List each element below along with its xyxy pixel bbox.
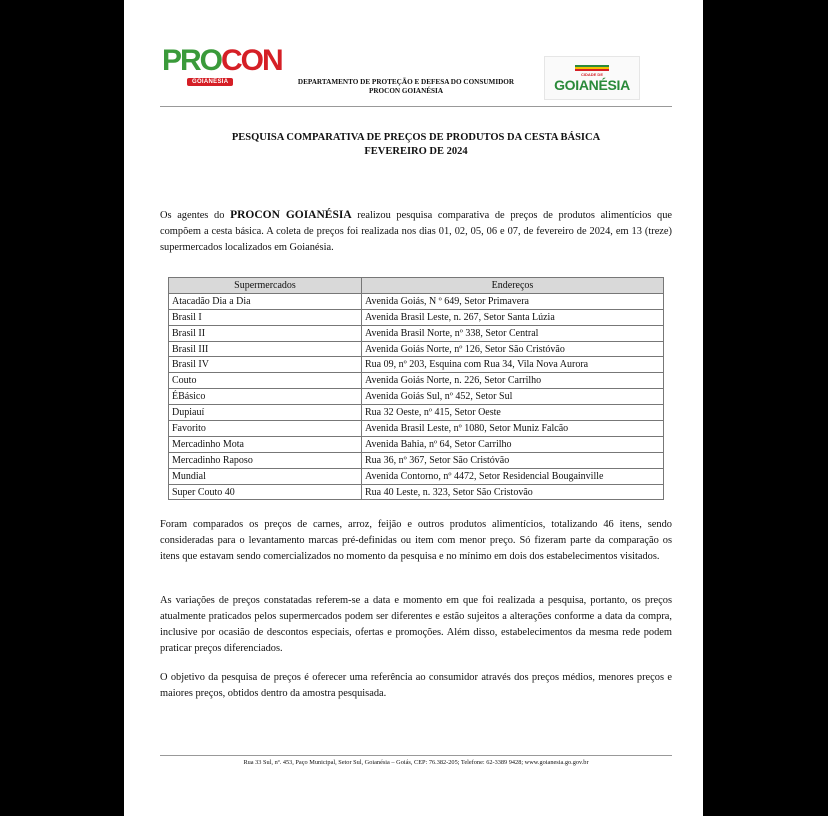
table-cell-supermarket: Brasil IV (169, 357, 362, 373)
price-variation-paragraph: As variações de preços constatadas referem-se a data e momento em que foi realizada a pesquisa, portanto, os preços atualmente praticados pelos supermercados podem ser diferentes e estão sujeitos a alterações conforme a data da compra, inclusive por ocasião de descontos especiais, ofertas e promoções. Além disso, estabelecimentos da mesma rede podem praticar preços diferenciados. (160, 595, 672, 654)
table-cell-address: Avenida Bahia, nº 64, Setor Carrilho (362, 436, 664, 452)
footer-address: Rua 33 Sul, nº. 453, Paço Municipal, Setor Sul, Goianésia – Goiás, CEP: 76.382-205; Telefone: 62-3389 9428; www.goianesia.go.gov.br (243, 759, 589, 766)
table-header-supermarkets: Supermercados (169, 278, 362, 294)
city-logo (544, 56, 640, 100)
table-cell-supermarket: Mercadinho Mota (169, 436, 362, 452)
title-line-2: FEVEREIRO DE 2024 (364, 146, 468, 157)
page-content (160, 0, 672, 816)
table-cell-supermarket: Mundial (169, 468, 362, 484)
table-cell-address: Rua 36, nº 367, Setor São Cristóvão (362, 452, 664, 468)
table-cell-supermarket: Brasil III (169, 341, 362, 357)
table-header-row (169, 278, 664, 294)
table-row (169, 436, 664, 452)
table-row (169, 309, 664, 325)
table-cell-address: Avenida Goiás, N º 649, Setor Primavera (362, 293, 664, 309)
table-row (169, 468, 664, 484)
table-cell-supermarket: Couto (169, 373, 362, 389)
table-cell-address: Rua 40 Leste, n. 323, Setor São Cristovão (362, 484, 664, 500)
table-cell-address: Avenida Goiás Norte, nº 126, Setor São Cristóvão (362, 341, 664, 357)
city-logo-small-text: CIDADE DE (580, 72, 603, 77)
table-row (169, 389, 664, 405)
table-cell-supermarket: ÉBásico (169, 389, 362, 405)
title-line-1: PESQUISA COMPARATIVA DE PREÇOS DE PRODUTOS DA CESTA BÁSICA (231, 132, 601, 143)
footer-divider (160, 755, 672, 756)
table-cell-supermarket: Dupiauí (169, 405, 362, 421)
intro-bold-org: PROCON GOIANÉSIA (230, 209, 352, 221)
document-page (124, 0, 703, 816)
intro-text-after: realizou pesquisa comparativa de preços de produtos alimentícios que compõem a cesta básica. A coleta de preços foi realizada nos dias 01, 02, 05, 06 e 07, de fevereiro de 2024, em 13 (treze) supermercados localizados em Goianésia. (160, 210, 673, 253)
table-cell-supermarket: Atacadão Dia a Dia (169, 293, 362, 309)
table-cell-address: Avenida Goiás Norte, n. 226, Setor Carrilho (362, 373, 664, 389)
table-cell-supermarket: Favorito (169, 421, 362, 437)
table-cell-address: Avenida Brasil Leste, n. 267, Setor Santa Lúzia (362, 309, 664, 325)
procon-logo-pro: PRO (162, 44, 222, 77)
table-cell-address: Avenida Contorno, nº 4472, Setor Residencial Bougainville (362, 468, 664, 484)
table-header-addresses: Endereços (362, 278, 664, 294)
procon-logo-con: CON (221, 44, 282, 77)
document-title (160, 131, 672, 159)
table-cell-address: Avenida Brasil Leste, nº 1080, Setor Muniz Falcão (362, 421, 664, 437)
objective-paragraph: O objetivo da pesquisa de preços é oferecer uma referência ao consumidor através dos preços médios, menores preços e maiores preços, obtidos dentro da amostra pesquisada. (160, 672, 672, 699)
table-row (169, 421, 664, 437)
table-cell-supermarket: Brasil I (169, 309, 362, 325)
department-line-1: DEPARTAMENTO DE PROTEÇÃO E DEFESA DO CONSUMIDOR (297, 78, 515, 86)
items-compared-paragraph: Foram comparados os preços de carnes, arroz, feijão e outros produtos alimentícios, totalizando 46 itens, sendo consideradas para o levantamento marcas pré-definidas ou item com menor preço. Só fizeram parte da comparação os itens que estavam sendo comercializados no momento da pesquisa e no mínimo em dois dos estabelecimentos visitados. (160, 519, 672, 562)
city-logo-flag-icon (575, 65, 609, 72)
intro-text-before: Os agentes do (160, 210, 231, 221)
procon-logo-wordmark (162, 46, 282, 76)
table-cell-address: Avenida Goiás Sul, nº 452, Setor Sul (362, 389, 664, 405)
table-row (169, 405, 664, 421)
table-cell-address: Avenida Brasil Norte, nº 338, Setor Central (362, 325, 664, 341)
table-row (169, 293, 664, 309)
department-heading (266, 78, 546, 96)
table-row (169, 325, 664, 341)
intro-paragraph (160, 207, 672, 256)
table-row (169, 357, 664, 373)
supermarkets-table (168, 277, 664, 500)
table-cell-supermarket: Mercadinho Raposo (169, 452, 362, 468)
table-row (169, 373, 664, 389)
header-divider (160, 106, 672, 107)
table-cell-address: Rua 09, nº 203, Esquina com Rua 34, Vila Nova Aurora (362, 357, 664, 373)
table-row (169, 452, 664, 468)
procon-logo-subtitle: GOIANÉSIA (187, 78, 233, 86)
department-line-2: PROCON GOIANÉSIA (368, 87, 444, 95)
city-logo-name: GOIANÉSIA (554, 77, 630, 93)
table-cell-supermarket: Brasil II (169, 325, 362, 341)
procon-logo (162, 44, 282, 94)
table-cell-address: Rua 32 Oeste, nº 415, Setor Oeste (362, 405, 664, 421)
table-row (169, 341, 664, 357)
table-row (169, 484, 664, 500)
table-cell-supermarket: Super Couto 40 (169, 484, 362, 500)
